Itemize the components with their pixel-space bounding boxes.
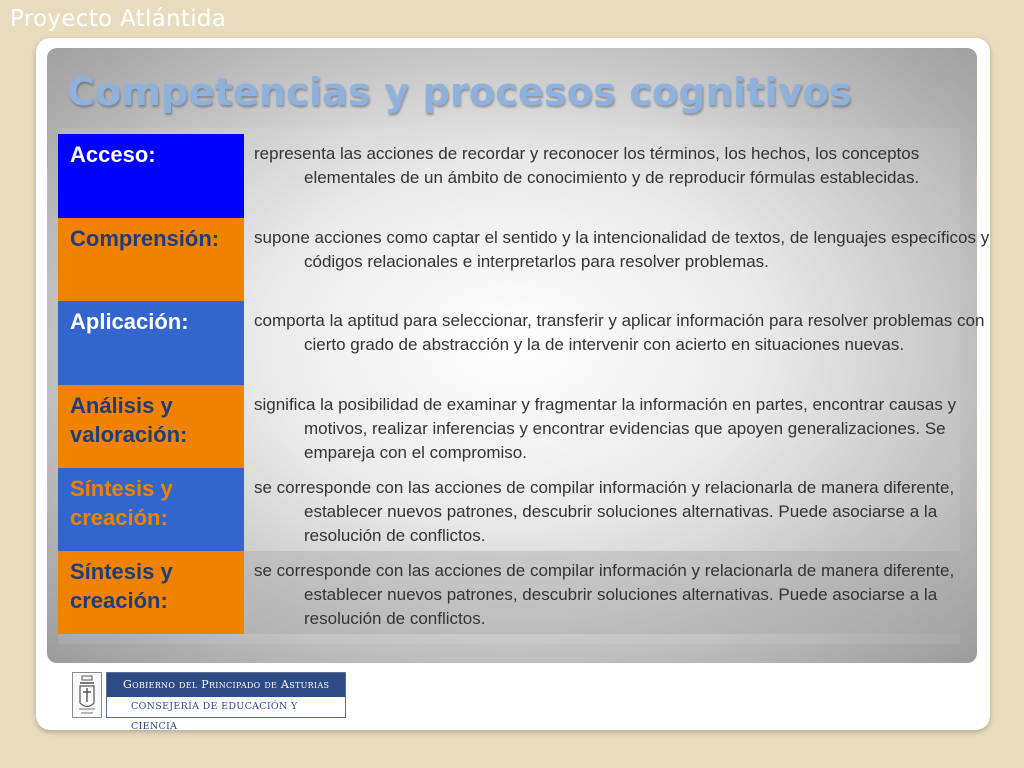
term-cell: Aplicación: [58, 301, 244, 385]
description-cell: significa la posibilidad de examinar y fragmentar la información en partes, encontrar causas y motivos, realizar inferencias y encontrar evidencias que apoyen generalizaciones. Se empareja con el compromiso. [254, 395, 957, 462]
term-cell: Síntesis y creación: [58, 551, 244, 634]
description-cell: supone acciones como captar el sentido y la intencionalidad de textos, de lenguajes específicos y códigos relacionales e interpretarlos para resolver problemas. [254, 228, 990, 271]
logo-text-box [106, 672, 346, 732]
coat-of-arms-icon [72, 672, 102, 718]
term-cell: Acceso: [58, 134, 244, 218]
table-row [58, 301, 985, 385]
table-row [58, 134, 960, 218]
term-cell: Análisis y valoración: [58, 385, 244, 468]
slide-title: Competencias y procesos cognitivos [67, 70, 852, 114]
government-logo [72, 672, 346, 732]
competencies-table [58, 128, 990, 644]
description-cell: se corresponde con las acciones de compilar información y relacionarla de manera diferente, establecer nuevos patrones, descubrir soluciones alternativas. Puede asociarse a la resolución de conflictos. [254, 478, 955, 545]
table-row [58, 551, 960, 634]
project-label: Proyecto Atlántida [10, 6, 227, 32]
term-cell: Comprensión: [58, 218, 244, 301]
table-row [58, 218, 990, 301]
description-cell: representa las acciones de recordar y reconocer los términos, los hechos, los conceptos elementales de un ámbito de conocimiento y de reproducir fórmulas establecidas. [254, 144, 920, 187]
logo-line-1: Gobierno del Principado de Asturias [107, 673, 345, 697]
term-cell: Síntesis y creación: [58, 468, 244, 551]
table-row [58, 385, 960, 468]
table-row [58, 468, 960, 551]
logo-line-2: CONSEJERÍA DE EDUCACIÓN Y CIENCIA [131, 701, 298, 732]
description-cell: se corresponde con las acciones de compilar información y relacionarla de manera diferente, establecer nuevos patrones, descubrir soluciones alternativas. Puede asociarse a la resolución de conflictos. [254, 561, 955, 628]
description-cell: comporta la aptitud para seleccionar, transferir y aplicar información para resolver problemas con cierto grado de abstracción y la de intervenir con acierto en situaciones nuevas. [254, 311, 985, 354]
